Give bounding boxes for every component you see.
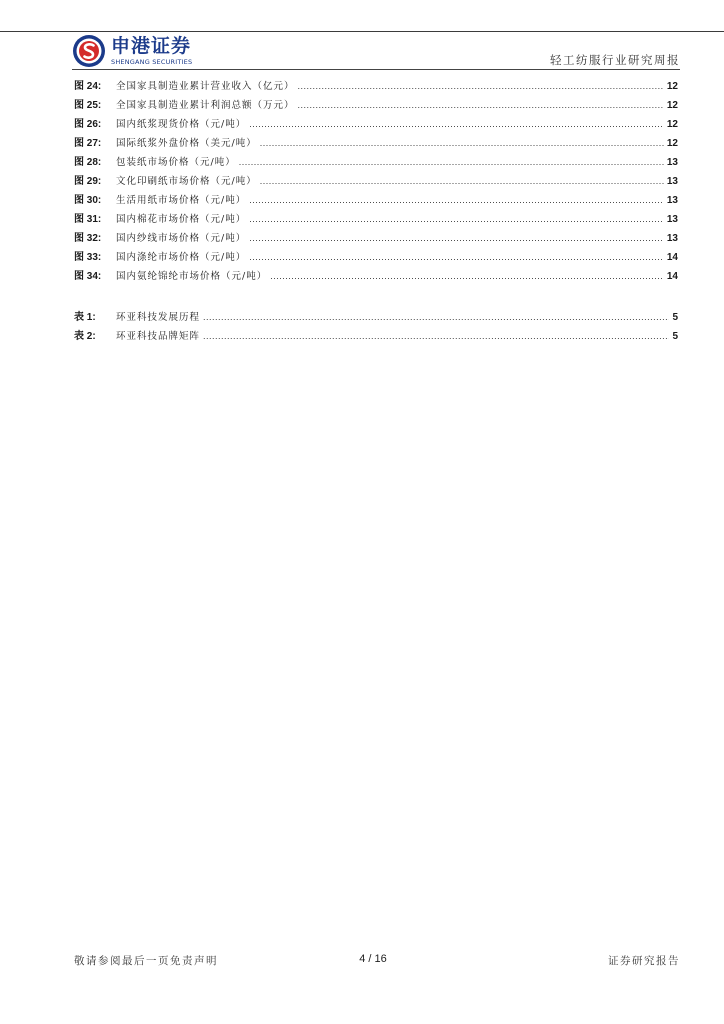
toc-leader-dots <box>203 308 669 327</box>
header-divider <box>72 69 680 70</box>
toc-leader-dots <box>203 327 669 346</box>
toc-entry-number: 图 27: <box>74 138 102 149</box>
toc-entry-number: 图 31: <box>74 214 102 225</box>
toc-entry-table-1[interactable] <box>74 308 678 327</box>
toc-entry-page: 14 <box>666 271 678 282</box>
toc-leader-dots <box>249 210 664 229</box>
toc-entry-page: 13 <box>666 157 678 168</box>
toc-entry-figure-30[interactable] <box>74 191 678 210</box>
shengang-logo-icon <box>72 34 106 68</box>
toc-entry-title: 国内涤纶市场价格（元/吨） <box>116 252 247 263</box>
toc-entry-number: 图 26: <box>74 119 102 130</box>
top-border-line <box>0 31 724 32</box>
toc-entry-page: 12 <box>666 100 678 111</box>
toc-entry-title: 全国家具制造业累计利润总额（万元） <box>116 100 295 111</box>
footer-disclaimer: 敬请参阅最后一页免责声明 <box>74 955 218 967</box>
toc-entry-title: 国际纸浆外盘价格（美元/吨） <box>116 138 257 149</box>
toc-leader-dots <box>249 115 664 134</box>
toc-entry-page: 14 <box>666 252 678 263</box>
toc-entry-figure-32[interactable] <box>74 229 678 248</box>
company-logo <box>72 34 202 70</box>
toc-entry-number: 图 24: <box>74 81 102 92</box>
toc-entry-number: 图 33: <box>74 252 102 263</box>
toc-entry-page: 12 <box>666 119 678 130</box>
toc-leader-dots <box>298 96 664 115</box>
logo-english-name: SHENGANG SECURITIES <box>111 58 193 66</box>
toc-entry-page: 12 <box>666 81 678 92</box>
toc-leader-dots <box>249 248 664 267</box>
toc-entry-page: 12 <box>666 138 678 149</box>
toc-entry-number: 表 1: <box>74 312 96 323</box>
toc-entry-figure-34[interactable] <box>74 267 678 286</box>
toc-entry-title: 环亚科技品牌矩阵 <box>116 331 201 342</box>
toc-leader-dots <box>270 267 664 286</box>
toc-leader-dots <box>298 77 664 96</box>
toc-entry-number: 图 34: <box>74 271 102 282</box>
toc-leader-dots <box>249 229 664 248</box>
toc-entry-page: 5 <box>672 331 678 342</box>
toc-entry-page: 13 <box>666 195 678 206</box>
toc-entry-number: 图 32: <box>74 233 102 244</box>
toc-entry-figure-25[interactable] <box>74 96 678 115</box>
toc-entry-figure-29[interactable] <box>74 172 678 191</box>
toc-entry-page: 13 <box>666 176 678 187</box>
toc-entry-title: 国内纸浆现货价格（元/吨） <box>116 119 247 130</box>
figure-list <box>74 77 678 286</box>
toc-entry-title: 包装纸市场价格（元/吨） <box>116 157 236 168</box>
report-title: 轻工纺服行业研究周报 <box>550 53 680 67</box>
toc-entry-figure-33[interactable] <box>74 248 678 267</box>
toc-entry-number: 图 30: <box>74 195 102 206</box>
toc-entry-title: 文化印刷纸市场价格（元/吨） <box>116 176 257 187</box>
toc-entry-title: 生活用纸市场价格（元/吨） <box>116 195 247 206</box>
toc-entry-title: 国内棉花市场价格（元/吨） <box>116 214 247 225</box>
toc-entry-figure-26[interactable] <box>74 115 678 134</box>
toc-entry-number: 表 2: <box>74 331 96 342</box>
page-indicator: 4 / 16 <box>359 953 387 965</box>
toc-leader-dots <box>260 134 664 153</box>
toc-entry-figure-27[interactable] <box>74 134 678 153</box>
toc-leader-dots <box>239 153 664 172</box>
toc-entry-page: 13 <box>666 214 678 225</box>
toc-entry-page: 13 <box>666 233 678 244</box>
toc-entry-figure-24[interactable] <box>74 77 678 96</box>
toc-entry-table-2[interactable] <box>74 327 678 346</box>
toc-entry-title: 国内氨纶锦纶市场价格（元/吨） <box>116 271 268 282</box>
toc-leader-dots <box>249 191 664 210</box>
toc-leader-dots <box>260 172 664 191</box>
toc-entry-figure-28[interactable] <box>74 153 678 172</box>
toc-entry-title: 环亚科技发展历程 <box>116 312 201 323</box>
logo-chinese-name: 申港证券 <box>111 35 192 57</box>
toc-entry-title: 国内纱线市场价格（元/吨） <box>116 233 247 244</box>
toc-entry-title: 全国家具制造业累计营业收入（亿元） <box>116 81 295 92</box>
table-list <box>74 308 678 346</box>
toc-entry-figure-31[interactable] <box>74 210 678 229</box>
toc-entry-number: 图 25: <box>74 100 102 111</box>
footer-doc-type: 证券研究报告 <box>608 955 680 967</box>
toc-entry-number: 图 29: <box>74 176 102 187</box>
toc-entry-page: 5 <box>672 312 678 323</box>
toc-entry-number: 图 28: <box>74 157 102 168</box>
